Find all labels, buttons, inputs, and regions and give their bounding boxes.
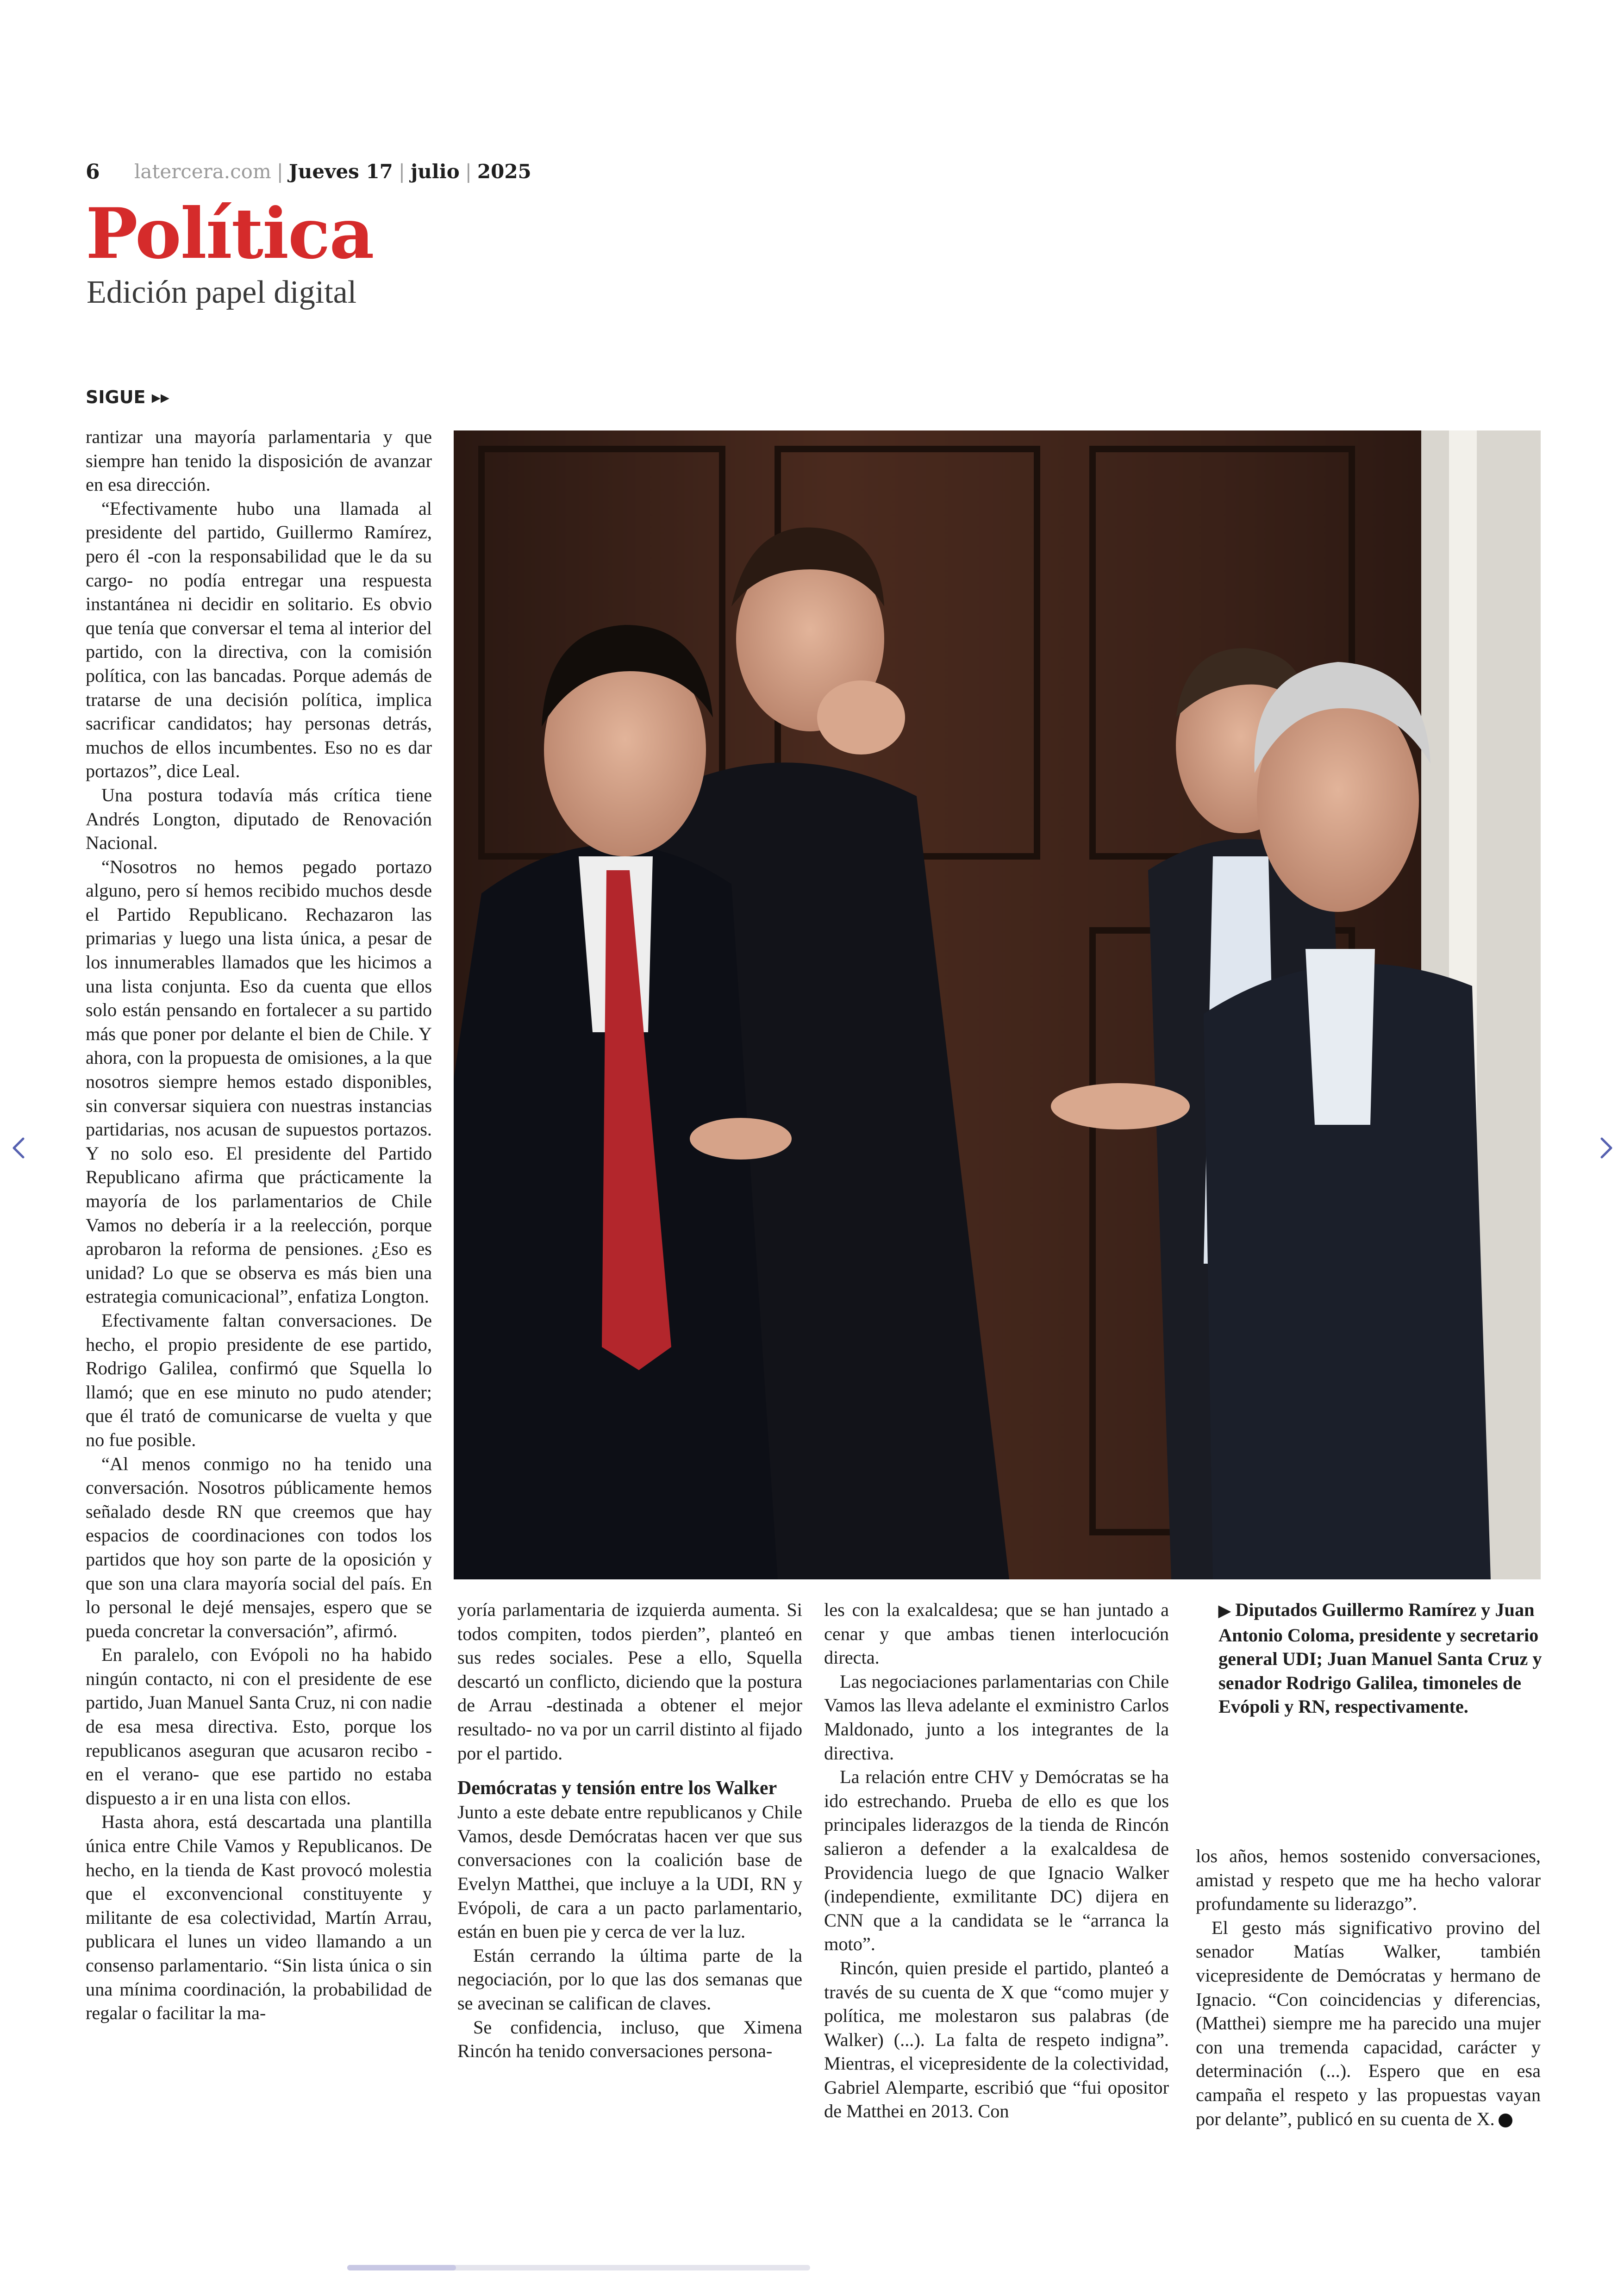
section-title: Política <box>86 193 374 274</box>
end-of-article-icon <box>1499 2114 1512 2127</box>
subheading: Demócratas y tensión entre los Walker <box>457 1777 777 1799</box>
paragraph: los años, hemos sostenido conversaciones, amistad y respeto que me ha hecho valorar profundamente su liderazgo”. <box>1196 1846 1541 1915</box>
chevron-right-icon <box>1593 1129 1620 1166</box>
header-month: julio <box>411 160 460 183</box>
article-photo <box>454 430 1541 1579</box>
chevron-left-icon <box>5 1129 32 1166</box>
paragraph: Rincón, quien preside el partido, planteó a través de su cuenta de X que “como mujer y política, me molestaron sus palabras (de Walker) (...). La falta de respeto indigna”. Mientras, el vicepresidente de la colectividad, Gabriel Alemparte, escribió que “fui opositor de Matthei en 2013. Con <box>824 1957 1169 2122</box>
paragraph: Una postura todavía más crítica tiene Andrés Longton, diputado de Renovación Nacional. <box>86 784 432 854</box>
edition-subtitle: Edición papel digital <box>87 274 357 310</box>
paragraph: rantizar una mayoría parlamentaria y que siempre han tenido la disposición de avanzar en esa dirección. <box>86 426 432 495</box>
header-weekday-day: Jueves 17 <box>288 160 393 183</box>
continue-label: SIGUE ▸▸ <box>86 387 169 407</box>
paragraph: En paralelo, con Evópoli no ha habido ningún contacto, ni con el presidente de ese partido, Juan Manuel Santa Cruz, ni con nadie de esa mesa directiva. Esto, porque los republicanos aseguran que acusaron recibo -en el verano- que ese partido no estaba dispuesto a ir en una lista con ellos. <box>86 1644 432 1809</box>
next-page-button[interactable] <box>1593 1129 1620 1166</box>
page-number: 6 <box>86 160 100 184</box>
paragraph: Junto a este debate entre republicanos y Chile Vamos, desde Demócratas hacen ver que sus conversaciones con la coalición base de Evelyn Matthei, que incluye a la UDI, RN y Evópoli, de cara a un pacto parlamentario, están en buen pie y cerca de ver la luz. <box>457 1802 802 1942</box>
paragraph: “Al menos conmigo no ha tenido una conversación. Nosotros públicamente hemos señalado desde RN que creemos que hay espacios de coordinaciones con todos los partidos que hoy son parte de la oposición y que son una clara mayoría social del país. En lo personal le dejé mensajes, espero que se pueda concretar la conversación”, afirmó. <box>86 1453 432 1641</box>
caption-text: Diputados Guillermo Ramírez y Juan Antonio Coloma, presidente y secretario general UDI; Juan Manuel Santa Cruz y senador Rodrigo Galilea, timoneles de Evópoli y RN, respectivamente. <box>1218 1599 1542 1717</box>
paragraph: “Nosotros no hemos pegado portazo alguno, pero sí hemos recibido muchos desde el Partido Republicano. Rechazaron las primarias y luego una lista única, a pesar de los innumerables llamados que les hicimos a una lista conjunta. Eso da cuenta que ellos solo están pensando en fortalecer a su partido más que poner por delante el bien de Chile. Y ahora, con la propuesta de omisiones, a la que nosotros siempre hemos estado disponibles, sin conversar siquiera con nuestras instancias partidarias, nos acusan de supuestos portazos. Y no solo eso. El presidente del Partido Republicano afirma que prácticamente la mayoría de los parlamentarios de Chile Vamos no debería ir a la reelección, porque aprobaron la reforma de pensiones. ¿Eso es unidad? Lo que se observa es más bien una estrategia comunicacional”, enfatiza Longton. <box>86 856 432 1307</box>
photo-caption <box>1218 1598 1543 1719</box>
photo-illustration <box>454 430 1541 1579</box>
paragraph: “Efectivamente hubo una llamada al presidente del partido, Guillermo Ramírez, pero él -con la responsabilidad que le da su cargo- no podía entregar una respuesta instantánea ni decidir en solitario. Es obvio que tenía que conversar el tema al interior del partido, con la directiva, con la comisión política, con las bancadas. Porque además de tratarse de una decisión política, implica sacrificar candidatos; hay personas detrás, muchos de ellos incumbentes. Eso no es dar portazos”, dice Leal. <box>86 498 432 782</box>
paragraph: yoría parlamentaria de izquierda aumenta. Si todos compiten, todos pierden”, planteó en sus redes sociales. Pese a ello, Squella descartó un conflicto, diciendo que la postura de Arrau -destinada a obtener el mejor resultado- no va por un carril distinto al fijado por el partido. <box>457 1599 802 1764</box>
article-column-3 <box>824 1598 1169 2123</box>
paragraph: Se confidencia, incluso, que Ximena Rincón ha tenido conversaciones persona- <box>457 2016 802 2062</box>
paragraph: Las negociaciones parlamentarias con Chile Vamos las lleva adelante el exministro Carlos Maldonado, junto a los integrantes de la directiva. <box>824 1671 1169 1764</box>
page-scroll-bar[interactable] <box>347 2265 810 2270</box>
paragraph: les con la exalcaldesa; que se han juntado a cenar y que ambas tienen interlocución directa. <box>824 1599 1169 1668</box>
paragraph-text: El gesto más significativo provino del senador Matías Walker, también vicepresidente de Demócratas y hermano de Ignacio. “Con coincidencias y diferencias, (Matthei) siempre me ha parecido una mujer con una tremenda capacidad, carácter y determinación (...). Espero que en esa campaña el respeto y las propuestas vayan por delante”, publicó en su cuenta de X. <box>1196 1917 1541 2129</box>
paragraph: Están cerrando la última parte de la negociación, por lo que las dos semanas que se avecinan se califican de claves. <box>457 1945 802 2014</box>
header-dateline: latercera.com | Jueves 17 | julio | 2025 <box>134 160 531 183</box>
article-column-2 <box>457 1598 802 2063</box>
paragraph: La relación entre CHV y Demócratas se ha ido estrechando. Prueba de ello es que los principales liderazgos de la tienda de Rincón salieron a defender a la exalcaldesa de Providencia luego de que Ignacio Walker (independiente, exmilitante DC) dijera en CNN que a la candidata se le “arranca la moto”. <box>824 1766 1169 1955</box>
paragraph <box>1196 1916 1541 2131</box>
article-column-4 <box>1196 1844 1541 2131</box>
site-name[interactable]: latercera.com <box>134 160 271 183</box>
article-column-1 <box>86 425 432 2025</box>
previous-page-button[interactable] <box>5 1129 32 1166</box>
header-year: 2025 <box>477 160 531 183</box>
caption-arrow-icon: ▶ <box>1218 1603 1231 1620</box>
page-scroll-thumb[interactable] <box>347 2265 456 2270</box>
paragraph: Hasta ahora, está descartada una plantilla única entre Chile Vamos y Republicanos. De hecho, en la tienda de Kast provocó molestia que el exconvencional constituyente y militante de esa colectividad, Martín Arrau, publicara el lunes un video llamando a un consenso parlamentario. “Sin lista única o sin una mínima coordinación, la probabilidad de regalar o facilitar la ma- <box>86 1811 432 2024</box>
paragraph: Efectivamente faltan conversaciones. De hecho, el propio presidente de ese partido, Rodrigo Galilea, confirmó que Squella lo llamó; que en ese minuto no pudo atender; que él trató de comunicarse de vuelta y que no fue posible. <box>86 1310 432 1450</box>
